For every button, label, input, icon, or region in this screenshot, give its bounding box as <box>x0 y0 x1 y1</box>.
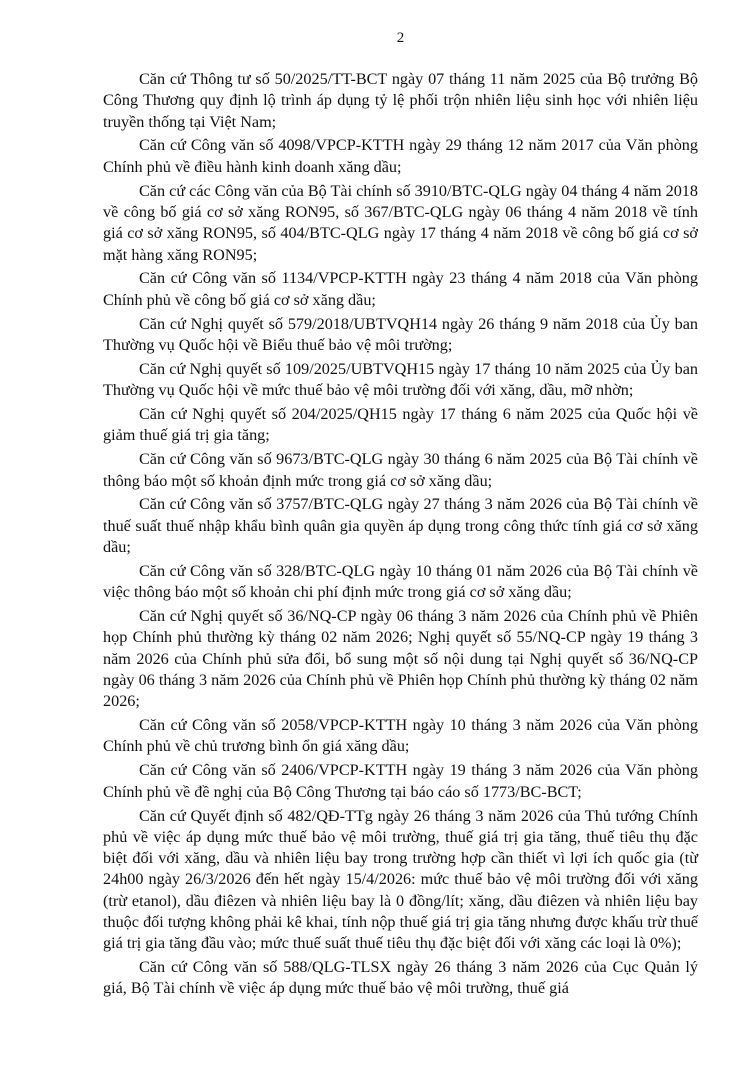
legal-basis-paragraph: Căn cứ Thông tư số 50/2025/TT-BCT ngày 07 tháng 11 năm 2025 của Bộ trưởng Bộ Công Thương quy định lộ trình áp dụng tỷ lệ phối trộn nhiên liệu sinh học với nhiên liệu truyền thống tại Việt Nam; <box>103 70 698 131</box>
legal-basis-paragraph: Căn cứ các Công văn của Bộ Tài chính số 3910/BTC-QLG ngày 04 tháng 4 năm 2018 về công bố giá cơ sở xăng RON95, số 367/BTC-QLG ngày 06 tháng 4 năm 2018 về tính giá cơ sở xăng RON95, số 404/BTC-QLG ngày 17 tháng 4 năm 2018 về công bố giá cơ sở mặt hàng xăng RON95; <box>103 181 698 264</box>
legal-basis-paragraph: Căn cứ Nghị quyết số 36/NQ-CP ngày 06 tháng 3 năm 2026 của Chính phủ về Phiên họp Chính phủ thường kỳ tháng 02 năm 2026; Nghị quyết số 55/NQ-CP ngày 19 tháng 3 năm 2026 của Chính phủ sửa đổi, bổ sung một số nội dung tại Nghị quyết số 36/NQ-CP ngày 06 tháng 3 năm 2026 của Chính phủ về Phiên họp Chính phủ thường kỳ tháng 02 năm 2026; <box>103 607 698 711</box>
legal-basis-paragraph: Căn cứ Công văn số 328/BTC-QLG ngày 10 tháng 01 năm 2026 của Bộ Tài chính về việc thông báo một số khoản chi phí định mức trong giá cơ sở xăng dầu; <box>103 561 698 602</box>
legal-basis-paragraph: Căn cứ Công văn số 2406/VPCP-KTTH ngày 19 tháng 3 năm 2026 của Văn phòng Chính phủ về đề nghị của Bộ Công Thương tại báo cáo số 1773/BC-BCT; <box>103 761 698 801</box>
legal-basis-paragraph: Căn cứ Nghị quyết số 204/2025/QH15 ngày 17 tháng 6 năm 2025 của Quốc hội về giảm thuế giá trị gia tăng; <box>103 405 698 445</box>
legal-basis-paragraph: Căn cứ Công văn số 9673/BTC-QLG ngày 30 tháng 6 năm 2025 của Bộ Tài chính về thông báo một số khoản định mức trong giá cơ sở xăng dầu; <box>103 450 698 490</box>
document-body <box>103 69 698 1000</box>
legal-basis-paragraph: Căn cứ Công văn số 4098/VPCP-KTTH ngày 29 tháng 12 năm 2017 của Văn phòng Chính phủ về điều hành kinh doanh xăng dầu; <box>103 136 698 176</box>
legal-basis-paragraph: Căn cứ Nghị quyết số 109/2025/UBTVQH15 ngày 17 tháng 10 năm 2025 của Ủy ban Thường vụ Quốc hội về mức thuế bảo vệ môi trường đối với xăng, dầu, mỡ nhờn; <box>103 359 698 400</box>
legal-basis-paragraph: Căn cứ Quyết định số 482/QĐ-TTg ngày 26 tháng 3 năm 2026 của Thủ tướng Chính phủ về việc áp dụng mức thuế bảo vệ môi trường, thuế giá trị gia tăng, thuế tiêu thụ đặc biệt đối với xăng, dầu và nhiên liệu bay trong trường hợp cần thiết vì lợi ích quốc gia (từ 24h00 ngày 26/3/2026 đến hết ngày 15/4/2026: mức thuế bảo vệ môi trường đối với xăng (trừ etanol), dầu điêzen và nhiên liệu bay là 0 đồng/lít; xăng, dầu điêzen và nhiên liệu bay thuộc đối tượng không phải kê khai, tính nộp thuế giá trị gia tăng nhưng được khấu trừ thuế giá trị gia tăng đầu vào; mức thuế suất thuế tiêu thụ đặc biệt đối với xăng các loại là 0%); <box>103 806 698 953</box>
legal-basis-paragraph: Căn cứ Công văn số 588/QLG-TLSX ngày 26 tháng 3 năm 2026 của Cục Quản lý giá, Bộ Tài chính về việc áp dụng mức thuế bảo vệ môi trường, thuế giá <box>103 958 698 998</box>
legal-basis-paragraph: Căn cứ Công văn số 3757/BTC-QLG ngày 27 tháng 3 năm 2026 của Bộ Tài chính về thuế suất thuế nhập khẩu bình quân gia quyền áp dụng trong công thức tính giá cơ sở xăng dầu; <box>103 495 698 556</box>
page-number: 2 <box>396 30 405 46</box>
legal-basis-paragraph: Căn cứ Nghị quyết số 579/2018/UBTVQH14 ngày 26 tháng 9 năm 2018 của Ủy ban Thường vụ Quốc hội về Biểu thuế bảo vệ môi trường; <box>103 314 698 354</box>
legal-basis-paragraph: Căn cứ Công văn số 2058/VPCP-KTTH ngày 10 tháng 3 năm 2026 của Văn phòng Chính phủ về chủ trương bình ổn giá xăng dầu; <box>103 716 698 756</box>
legal-basis-paragraph: Căn cứ Công văn số 1134/VPCP-KTTH ngày 23 tháng 4 năm 2018 của Văn phòng Chính phủ về công bố giá cơ sở xăng dầu; <box>103 269 698 309</box>
